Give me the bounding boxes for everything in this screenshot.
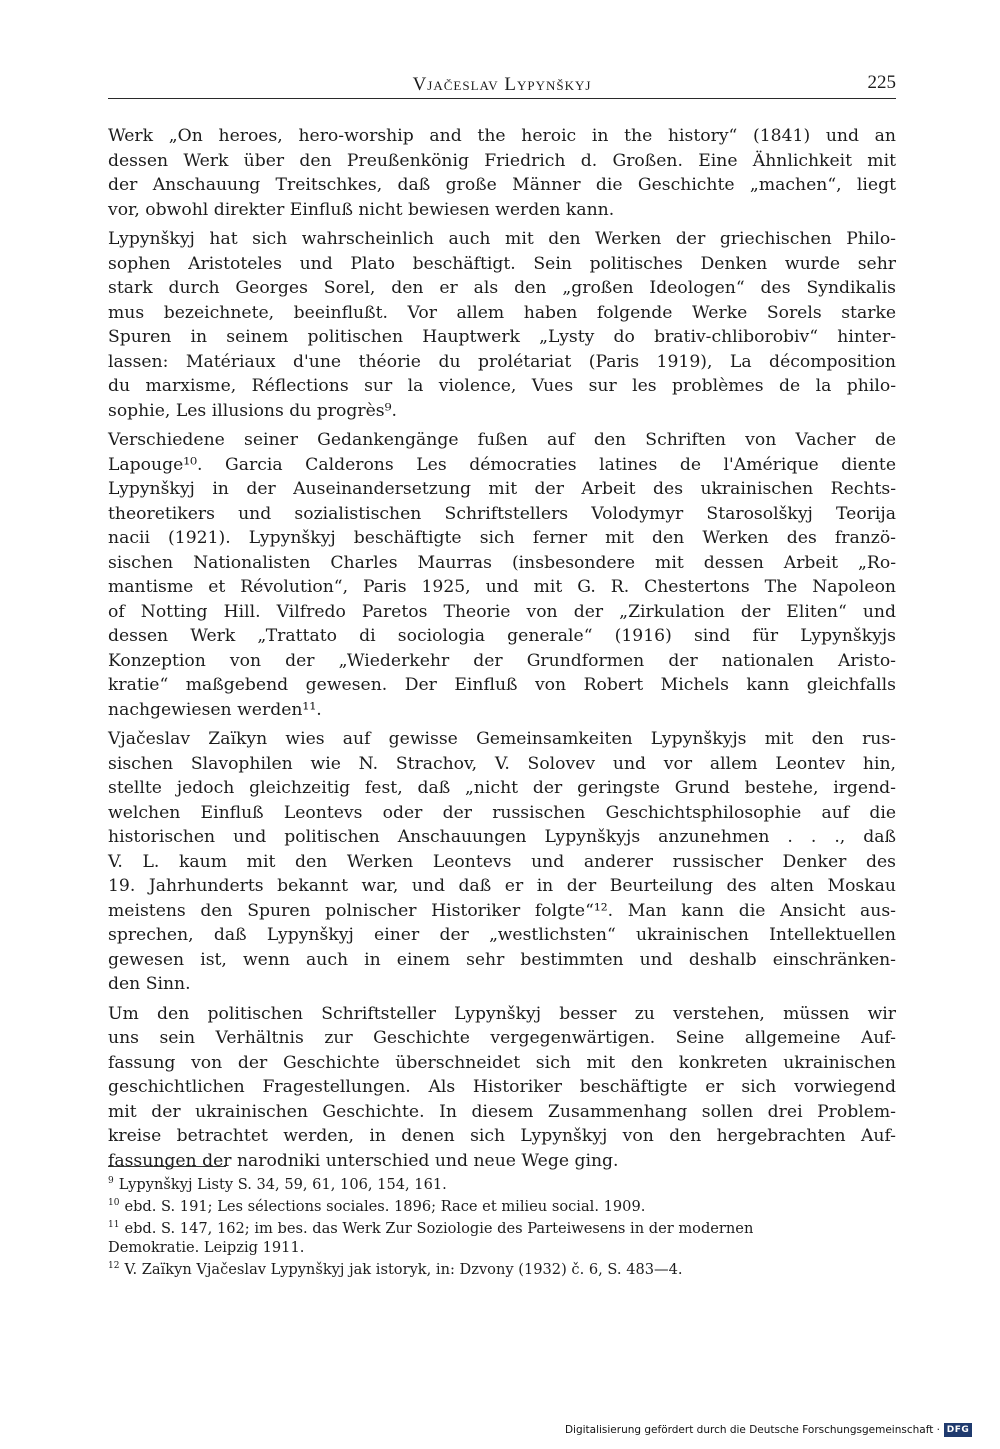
running-title: Vjačeslav Lypynškyj	[412, 74, 592, 95]
text-line: mantisme et Révolution“, Paris 1925, und mit G. R. Chestertons The Napoleon	[108, 577, 896, 597]
text-line: Lypynškyj hat sich wahrscheinlich auch mit den Werken der griechischen Philo-	[108, 229, 896, 249]
text-line: uns sein Verhältnis zur Geschichte vergegenwärtigen. Seine allgemeine Auf-	[108, 1028, 896, 1048]
text-line: sprechen, daß Lypynškyj einer der „westlichsten“ ukrainischen Intellektuellen	[108, 925, 896, 945]
text-line: kreise betrachtet werden, in denen sich Lypynškyj von den hergebrachten Auf-	[108, 1126, 896, 1146]
text-line: du marxisme, Réflections sur la violence, Vues sur les problèmes de la philo-	[108, 376, 896, 396]
text-line: sischen Slavophilen wie N. Strachov, V. Solovev und vor allem Leontev hin,	[108, 753, 896, 774]
text-line: fassungen der narodniki unterschied und neue Wege ging.	[108, 1150, 619, 1171]
text-line: dessen Werk „Trattato di sociologia generale“ (1916) sind für Lypynškyjs	[108, 626, 896, 646]
text-line: sischen Nationalisten Charles Maurras (insbesondere mit dessen Arbeit „Ro-	[108, 552, 896, 573]
text-line: Spuren in seinem politischen Hauptwerk „Lysty do brativ-chliborobiv“ hinter-	[108, 327, 896, 347]
digitization-credit	[565, 1423, 972, 1437]
paragraph	[108, 428, 896, 722]
text-line: sophie, Les illusions du progrès⁹.	[108, 400, 397, 421]
text-line: Lapouge¹⁰. Garcia Calderons Les démocraties latines de l'Amérique diente	[108, 454, 896, 475]
header-rule	[108, 98, 896, 99]
text-line: Lypynškyj in der Auseinandersetzung mit der Arbeit des ukrainischen Rechts-	[108, 479, 896, 499]
footnote-marker: 9	[108, 1176, 114, 1186]
text-line: Verschiedene seiner Gedankengänge fußen auf den Schriften von Vacher de	[108, 430, 896, 450]
footnote-rule	[108, 1166, 226, 1167]
footnote-line	[108, 1194, 896, 1216]
footnote-line	[108, 1172, 896, 1194]
dfg-logo: DFG	[944, 1423, 972, 1437]
text-line: geschichtlichen Fragestellungen. Als Historiker beschäftigte er sich vorwiegend	[108, 1077, 896, 1097]
text-line: lassen: Matériaux d'une théorie du prolétariat (Paris 1919), La décomposition	[108, 351, 896, 372]
credit-text: Digitalisierung gefördert durch die Deutsche Forschungsgemeinschaft ·	[564, 1424, 940, 1436]
text-line: nacii (1921). Lypynškyj beschäftigte sich ferner mit den Werken des franzö-	[108, 528, 896, 548]
running-header	[108, 68, 896, 98]
paragraph	[108, 227, 896, 423]
footnote	[108, 1172, 896, 1194]
footnote-text: Lypynškyj Listy S. 34, 59, 61, 106, 154, 161.	[118, 1175, 447, 1193]
text-line: theoretikers und sozialistischen Schriftstellers Volodymyr Starosolškyj Teorija	[108, 503, 896, 524]
footnote	[108, 1257, 896, 1279]
paragraph	[108, 124, 896, 222]
paragraph	[108, 727, 896, 997]
text-line: Werk „On heroes, hero-worship and the heroic in the history“ (1841) und an	[108, 126, 896, 146]
text-line: V. L. kaum mit den Werken Leontevs und anderer russischer Denker des	[108, 851, 896, 872]
footnote-marker: 12	[108, 1260, 120, 1271]
text-line: Um den politischen Schriftsteller Lypynškyj besser zu verstehen, müssen wir	[108, 1003, 896, 1024]
text-line: welchen Einfluß Leontevs oder der russischen Geschichtsphilosophie auf die	[108, 802, 896, 823]
text-line: Konzeption von der „Wiederkehr der Grundformen der nationalen Aristo-	[108, 650, 896, 671]
text-line: mus bezeichnete, beeinflußt. Vor allem haben folgende Werke Sorels starke	[108, 302, 896, 323]
text-line: stark durch Georges Sorel, den er als den „großen Ideologen“ des Syndikalis	[108, 278, 896, 298]
footnote-line	[108, 1257, 896, 1279]
text-line: 19. Jahrhunderts bekannt war, und daß er in der Beurteilung des alten Moskau	[108, 876, 896, 896]
text-line: historischen und politischen Anschauungen Lypynškyjs anzunehmen . . ., daß	[108, 827, 896, 847]
footnote-text: ebd. S. 147, 162; im bes. das Werk Zur Soziologie des Parteiwesens in der modernen	[124, 1219, 754, 1237]
page-number: 225	[867, 72, 896, 93]
text-line: fassung von der Geschichte überschneidet sich mit den konkreten ukrainischen	[108, 1052, 896, 1073]
text-line: der Anschauung Treitschkes, daß große Männer die Geschichte „machen“, liegt	[108, 175, 896, 195]
text-line: Vjačeslav Zaïkyn wies auf gewisse Gemeinsamkeiten Lypynškyjs mit den rus-	[108, 729, 896, 749]
footnote-marker: 11	[108, 1219, 120, 1230]
body-text	[108, 124, 896, 1178]
footnote-line	[108, 1238, 896, 1257]
text-line: gewesen ist, wenn auch in einem sehr bestimmten und deshalb einschränken-	[108, 949, 896, 970]
footnote	[108, 1216, 896, 1257]
paragraph	[108, 1002, 896, 1174]
text-line: meistens den Spuren polnischer Historiker folgte“¹². Man kann die Ansicht aus-	[108, 900, 896, 921]
footnote-line	[108, 1216, 896, 1238]
text-line: vor, obwohl direkter Einfluß nicht bewiesen werden kann.	[108, 199, 615, 220]
footnote-marker: 10	[108, 1197, 120, 1208]
text-line: kratie“ maßgebend gewesen. Der Einfluß von Robert Michels kann gleichfalls	[108, 675, 896, 695]
footnotes	[108, 1172, 896, 1278]
text-line: stellte jedoch gleichzeitig fest, daß „nicht der geringste Grund bestehe, irgend-	[108, 778, 896, 798]
text-line: of Notting Hill. Vilfredo Paretos Theorie von der „Zirkulation der Eliten“ und	[108, 601, 896, 622]
footnote	[108, 1194, 896, 1216]
text-line: den Sinn.	[108, 974, 191, 994]
footnote-text: Demokratie. Leipzig 1911.	[108, 1238, 305, 1256]
text-line: nachgewiesen werden¹¹.	[108, 699, 322, 720]
footnote-text: ebd. S. 191; Les sélections sociales. 1896; Race et milieu social. 1909.	[124, 1197, 646, 1215]
footnote-text: V. Zaïkyn Vjačeslav Lypynškyj jak istoryk, in: Dzvony (1932) č. 6, S. 483—4.	[124, 1260, 683, 1278]
text-line: sophen Aristoteles und Plato beschäftigt. Sein politisches Denken wurde sehr	[108, 253, 896, 274]
text-line: mit der ukrainischen Geschichte. In diesem Zusammenhang sollen drei Problem-	[108, 1101, 896, 1122]
text-line: dessen Werk über den Preußenkönig Friedrich d. Großen. Eine Ähnlichkeit mit	[108, 150, 896, 171]
